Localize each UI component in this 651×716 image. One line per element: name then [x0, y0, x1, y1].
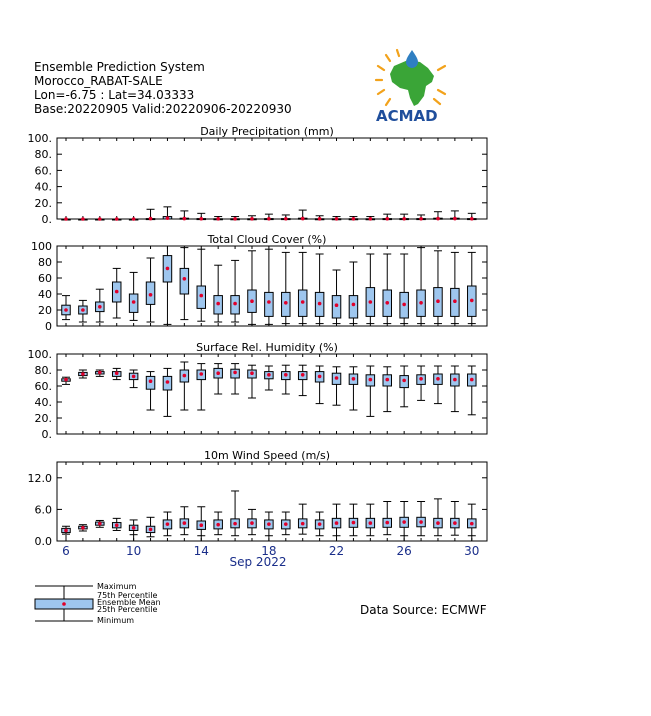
mean-marker [250, 521, 254, 525]
mean-marker [233, 217, 237, 221]
box-day-18 [265, 366, 274, 390]
box-day-17 [248, 509, 257, 534]
mean-marker [250, 217, 254, 221]
box-day-22 [332, 367, 341, 405]
box-day-20 [298, 365, 307, 395]
y-tick-label: 80. [34, 148, 52, 162]
iqr-box [349, 296, 358, 318]
mean-marker [233, 371, 237, 375]
header-title: Ensemble Prediction System [34, 60, 205, 74]
box-day-19 [282, 365, 291, 394]
mean-marker [98, 522, 102, 526]
mean-marker [267, 300, 271, 304]
box-day-16 [231, 491, 240, 536]
mean-marker [132, 300, 136, 304]
mean-marker [233, 522, 237, 526]
box-day-19 [282, 215, 291, 221]
mean-marker [183, 217, 187, 221]
mean-marker [199, 523, 203, 527]
mean-marker [419, 217, 423, 221]
box-day-17 [248, 365, 257, 398]
legend-label: 25th Percentile [97, 605, 158, 614]
box-day-12 [163, 512, 172, 536]
mean-marker [369, 521, 373, 525]
mean-marker [284, 373, 288, 377]
box-day-22 [332, 504, 341, 536]
x-tick-label: 30 [464, 544, 480, 558]
mean-marker [166, 216, 170, 220]
mean-marker [436, 521, 440, 525]
box-day-30 [468, 213, 477, 220]
box-day-13 [180, 507, 189, 535]
box-day-10 [129, 272, 138, 320]
box-day-22 [332, 270, 341, 324]
legend-label: Maximum [97, 582, 137, 591]
box-day-8 [96, 370, 105, 376]
mean-marker [199, 372, 203, 376]
mean-marker [199, 294, 203, 298]
mean-marker [335, 376, 339, 380]
box-day-12 [163, 368, 172, 416]
panel-1 [28, 125, 488, 226]
mean-marker [216, 217, 220, 221]
box-day-11 [146, 258, 155, 322]
box-day-19 [282, 252, 291, 323]
panel-2 [31, 233, 487, 333]
box-day-10 [129, 370, 138, 388]
box-day-7 [79, 217, 88, 221]
box-day-27 [417, 366, 426, 400]
mean-marker [352, 521, 356, 525]
mean-marker [81, 526, 85, 530]
box-day-29 [451, 366, 460, 412]
y-tick-label: 12.0 [27, 471, 52, 485]
header-location: Morocco_RABAT-SALE [34, 74, 163, 88]
mean-marker [149, 293, 153, 297]
box-day-15 [214, 512, 223, 535]
box-day-14 [197, 249, 206, 321]
box-day-28 [434, 366, 443, 404]
box-day-13 [180, 362, 189, 410]
box-day-25 [383, 254, 392, 324]
mean-marker [335, 217, 339, 221]
y-tick-label: 40. [34, 396, 52, 409]
box-day-11 [146, 517, 155, 536]
mean-marker [402, 379, 406, 383]
box-day-23 [349, 217, 358, 221]
box-day-25 [383, 214, 392, 220]
mean-marker [81, 372, 85, 376]
mean-marker [199, 217, 203, 221]
box-day-27 [417, 502, 426, 536]
mean-marker [250, 299, 254, 303]
mean-marker [115, 523, 119, 527]
y-tick-label: 0 [45, 320, 52, 333]
mean-marker [419, 301, 423, 305]
box-day-21 [315, 512, 324, 536]
box-day-13 [180, 211, 189, 220]
mean-marker [335, 303, 339, 307]
panel-frame [57, 138, 487, 219]
mean-marker [149, 217, 153, 221]
mean-marker [166, 380, 170, 384]
mean-marker [149, 379, 153, 383]
box-day-28 [434, 212, 443, 221]
box-day-18 [265, 512, 274, 536]
box-day-16 [231, 364, 240, 394]
mean-marker [132, 375, 136, 379]
box-day-15 [214, 217, 223, 221]
mean-marker [369, 217, 373, 221]
panel-title: Total Cloud Cover (%) [207, 233, 327, 246]
mean-marker [216, 523, 220, 527]
box-day-10 [129, 217, 138, 221]
box-day-17 [248, 251, 257, 325]
mean-marker [453, 299, 457, 303]
mean-marker [149, 528, 153, 532]
box-day-24 [366, 504, 375, 536]
box-day-8 [96, 217, 105, 221]
iqr-box [265, 292, 274, 316]
box-day-7 [79, 525, 88, 531]
legend [35, 582, 161, 625]
mean-marker [233, 302, 237, 306]
box-day-23 [349, 504, 358, 536]
panels [28, 125, 488, 569]
box-day-27 [417, 215, 426, 221]
data-source: Data Source: ECMWF [360, 603, 487, 617]
mean-marker [453, 217, 457, 221]
y-tick-label: 20 [38, 304, 52, 317]
mean-marker [470, 378, 474, 382]
mean-marker [183, 277, 187, 281]
box-day-14 [197, 213, 206, 220]
box-day-24 [366, 254, 375, 324]
box-day-24 [366, 366, 375, 416]
legend-label: Minimum [97, 616, 135, 625]
mean-marker [115, 290, 119, 294]
y-tick-label: 20. [34, 196, 52, 210]
mean-marker [64, 529, 68, 533]
x-tick-label: 10 [125, 544, 142, 558]
box-day-8 [96, 520, 105, 527]
box-day-29 [451, 211, 460, 220]
mean-marker [250, 371, 254, 375]
mean-marker [284, 217, 288, 221]
box-day-27 [417, 248, 426, 324]
x-tick-label: 18 [261, 544, 277, 558]
box-day-15 [214, 265, 223, 322]
mean-marker [267, 522, 271, 526]
logo-text: ACMAD [376, 107, 438, 125]
box-day-6 [62, 377, 71, 384]
box-day-6 [62, 526, 71, 534]
box-day-7 [79, 300, 88, 322]
box-day-21 [315, 366, 324, 404]
y-tick-label: 100 [31, 240, 52, 253]
x-tick-label: 14 [193, 544, 209, 558]
mean-marker [301, 300, 305, 304]
mean-marker [470, 299, 474, 303]
mean-marker [301, 373, 305, 377]
box-day-25 [383, 367, 392, 412]
box-day-14 [197, 507, 206, 536]
mean-marker [284, 301, 288, 305]
box-day-21 [315, 216, 324, 221]
y-tick-label: 100. [27, 348, 52, 361]
y-tick-label: 40 [38, 288, 52, 301]
box-day-15 [214, 364, 223, 394]
mean-marker [369, 378, 373, 382]
mean-marker [352, 377, 356, 381]
y-tick-label: 20. [34, 412, 52, 425]
mean-marker [419, 520, 423, 524]
legend-label: 75th Percentile [97, 591, 158, 600]
y-tick-label: 80 [38, 256, 52, 269]
mean-marker [352, 303, 356, 307]
box-day-30 [468, 366, 477, 415]
box-day-29 [451, 252, 460, 323]
mean-marker [267, 373, 271, 377]
mean-marker [318, 522, 322, 526]
header-coords: Lon=-6.75 : Lat=34.03333 [34, 88, 195, 102]
mean-marker [132, 217, 136, 221]
mean-marker [385, 521, 389, 525]
box-day-8 [96, 289, 105, 322]
box-day-21 [315, 254, 324, 324]
mean-marker [98, 371, 102, 375]
mean-marker [64, 217, 68, 221]
y-tick-label: 40. [34, 180, 52, 194]
mean-marker [216, 371, 220, 375]
mean-marker [335, 521, 339, 525]
mean-marker [470, 217, 474, 221]
y-tick-label: 6.0 [34, 503, 52, 517]
box-day-30 [468, 504, 477, 536]
box-day-23 [349, 367, 358, 410]
mean-marker [369, 300, 373, 304]
iqr-box [180, 268, 189, 294]
box-day-14 [197, 364, 206, 410]
mean-marker [436, 377, 440, 381]
mean-marker [132, 526, 136, 530]
x-tick-label: 26 [396, 544, 412, 558]
legend-label: Ensemble Mean [97, 598, 161, 607]
box-day-26 [400, 254, 409, 324]
box-day-18 [265, 249, 274, 324]
box-day-30 [468, 252, 477, 323]
box-day-18 [265, 214, 274, 220]
mean-marker [453, 378, 457, 382]
box-day-16 [231, 260, 240, 322]
mean-marker [284, 522, 288, 526]
mean-marker [64, 308, 68, 312]
mean-marker [402, 303, 406, 307]
box-day-23 [349, 262, 358, 324]
mean-marker [301, 217, 305, 221]
box-day-19 [282, 512, 291, 535]
box-day-29 [451, 502, 460, 536]
box-day-10 [129, 520, 138, 535]
mean-marker [352, 217, 356, 221]
box-day-11 [146, 209, 155, 220]
panel-4 [28, 449, 488, 569]
mean-marker [385, 378, 389, 382]
y-tick-label: 0.0 [34, 535, 52, 548]
box-day-13 [180, 248, 189, 320]
box-day-24 [366, 217, 375, 221]
mean-marker [183, 374, 187, 378]
mean-marker [402, 217, 406, 221]
mean-marker [115, 217, 119, 221]
mean-marker [183, 521, 187, 525]
box-day-9 [112, 268, 121, 318]
mean-marker [436, 217, 440, 221]
panel-title: 10m Wind Speed (m/s) [203, 449, 331, 462]
box-day-9 [112, 518, 121, 530]
y-tick-label: 0. [41, 213, 52, 226]
mean-marker [385, 301, 389, 305]
box-day-20 [298, 252, 307, 323]
mean-marker [385, 217, 389, 221]
x-tick-label: 6 [62, 544, 70, 558]
panel-title: Daily Precipitation (mm) [200, 125, 334, 138]
box-day-28 [434, 499, 443, 536]
mean-marker [318, 375, 322, 379]
mean-marker [166, 522, 170, 526]
mean-marker [402, 520, 406, 524]
mean-marker [98, 305, 102, 309]
header-dates: Base:20220905 Valid:20220906-20220930 [34, 102, 292, 116]
box-day-17 [248, 216, 257, 221]
box-day-25 [383, 502, 392, 535]
mean-marker [419, 377, 423, 381]
y-tick-label: 100. [27, 132, 52, 145]
box-day-11 [146, 372, 155, 410]
box-day-9 [112, 368, 121, 379]
mean-marker [216, 302, 220, 306]
mean-marker [81, 308, 85, 312]
box-day-7 [79, 370, 88, 378]
box-day-6 [62, 296, 71, 320]
box-day-26 [400, 214, 409, 220]
mean-marker [318, 302, 322, 306]
mean-marker [470, 522, 474, 526]
panel-3 [28, 341, 488, 441]
mean-marker [98, 217, 102, 221]
box-day-22 [332, 217, 341, 221]
mean-marker [453, 521, 457, 525]
legend-mean [62, 602, 66, 606]
mean-marker [436, 299, 440, 303]
x-axis-label: Sep 2022 [229, 555, 287, 569]
mean-marker [318, 217, 322, 221]
y-tick-label: 80. [34, 364, 52, 377]
box-day-26 [400, 366, 409, 407]
mean-marker [166, 267, 170, 271]
box-day-16 [231, 217, 240, 221]
box-day-20 [298, 504, 307, 534]
box-day-6 [62, 217, 71, 221]
box-day-12 [163, 246, 172, 324]
y-tick-label: 60. [34, 380, 52, 393]
box-day-12 [163, 207, 172, 220]
x-tick-label: 22 [328, 544, 345, 558]
box-day-20 [298, 210, 307, 220]
box-day-9 [112, 217, 121, 221]
box-day-28 [434, 251, 443, 324]
panel-title: Surface Rel. Humidity (%) [196, 341, 338, 354]
mean-marker [64, 378, 68, 382]
box-day-26 [400, 502, 409, 536]
y-tick-label: 60 [38, 272, 52, 285]
mean-marker [115, 371, 119, 375]
y-tick-label: 60. [34, 164, 52, 178]
mean-marker [81, 217, 85, 221]
mean-marker [301, 522, 305, 526]
mean-marker [267, 217, 271, 221]
y-tick-label: 0. [41, 428, 52, 441]
